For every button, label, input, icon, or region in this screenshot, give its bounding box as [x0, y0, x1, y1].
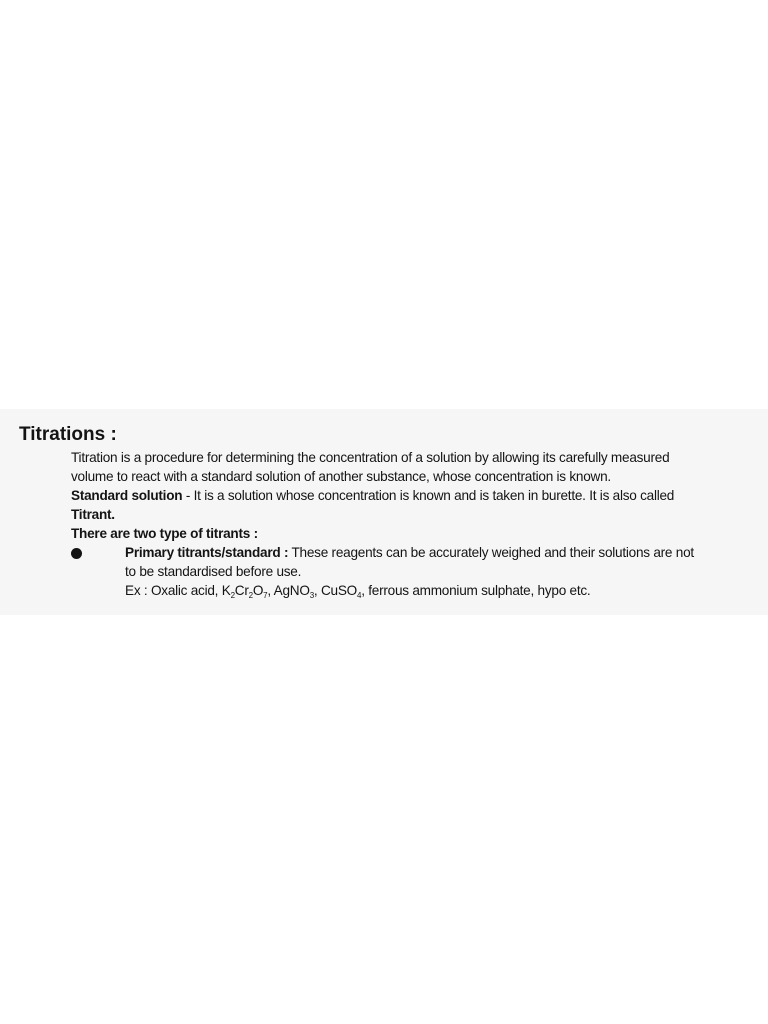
formula-agno-base: AgNO [273, 583, 310, 598]
primary-titrant-text [71, 543, 757, 600]
primary-titrant-line-1: These reagents can be accurately weighed and their solutions are not [288, 545, 694, 560]
standard-solution-paragraph [71, 486, 757, 524]
titrations-excerpt [0, 409, 768, 615]
example-prefix: Ex : Oxalic acid, [125, 583, 222, 598]
formula-silver-nitrate [274, 583, 314, 598]
formula-agno-sub: 3 [309, 591, 314, 600]
types-heading: There are two type of titrants : [71, 526, 258, 541]
formula-cr-sub: 2 [248, 591, 253, 600]
example-suffix: , ferrous ammonium sulphate, hypo etc. [361, 583, 591, 598]
primary-titrant-line-2: to be standardised before use. [125, 564, 302, 579]
example-separator-2: , [313, 583, 321, 598]
bullet-icon [71, 548, 82, 559]
formula-k-sub: 2 [230, 591, 235, 600]
primary-titrant-term: Primary titrants/standard : [125, 545, 289, 560]
formula-cuso-sub: 4 [357, 591, 362, 600]
intro-line-2: volume to react with a standard solution of another substance, whose concentration is known. [71, 469, 611, 484]
formula-cr: Cr [234, 583, 249, 598]
formula-o-sub: 7 [263, 591, 268, 600]
section-title: Titrations : [19, 424, 117, 445]
formula-copper-sulphate [321, 583, 361, 598]
example-line [125, 583, 590, 598]
standard-solution-alias: Titrant. [71, 507, 115, 522]
formula-cuso-base: CuSO [320, 583, 357, 598]
intro-line-1: Titration is a procedure for determining the concentration of a solution by allowing its carefully measured [71, 450, 670, 465]
intro-paragraph [71, 448, 757, 486]
example-separator-1: , [267, 583, 274, 598]
section-body [71, 448, 757, 600]
standard-solution-definition: - It is a solution whose concentration is known and is taken in burette. It is also called [182, 488, 675, 503]
standard-solution-term: Standard solution [71, 488, 183, 503]
formula-o: O [252, 583, 264, 598]
formula-k: K [221, 583, 231, 598]
primary-titrant-bullet-item [71, 543, 757, 600]
formula-potassium-dichromate [222, 583, 268, 598]
